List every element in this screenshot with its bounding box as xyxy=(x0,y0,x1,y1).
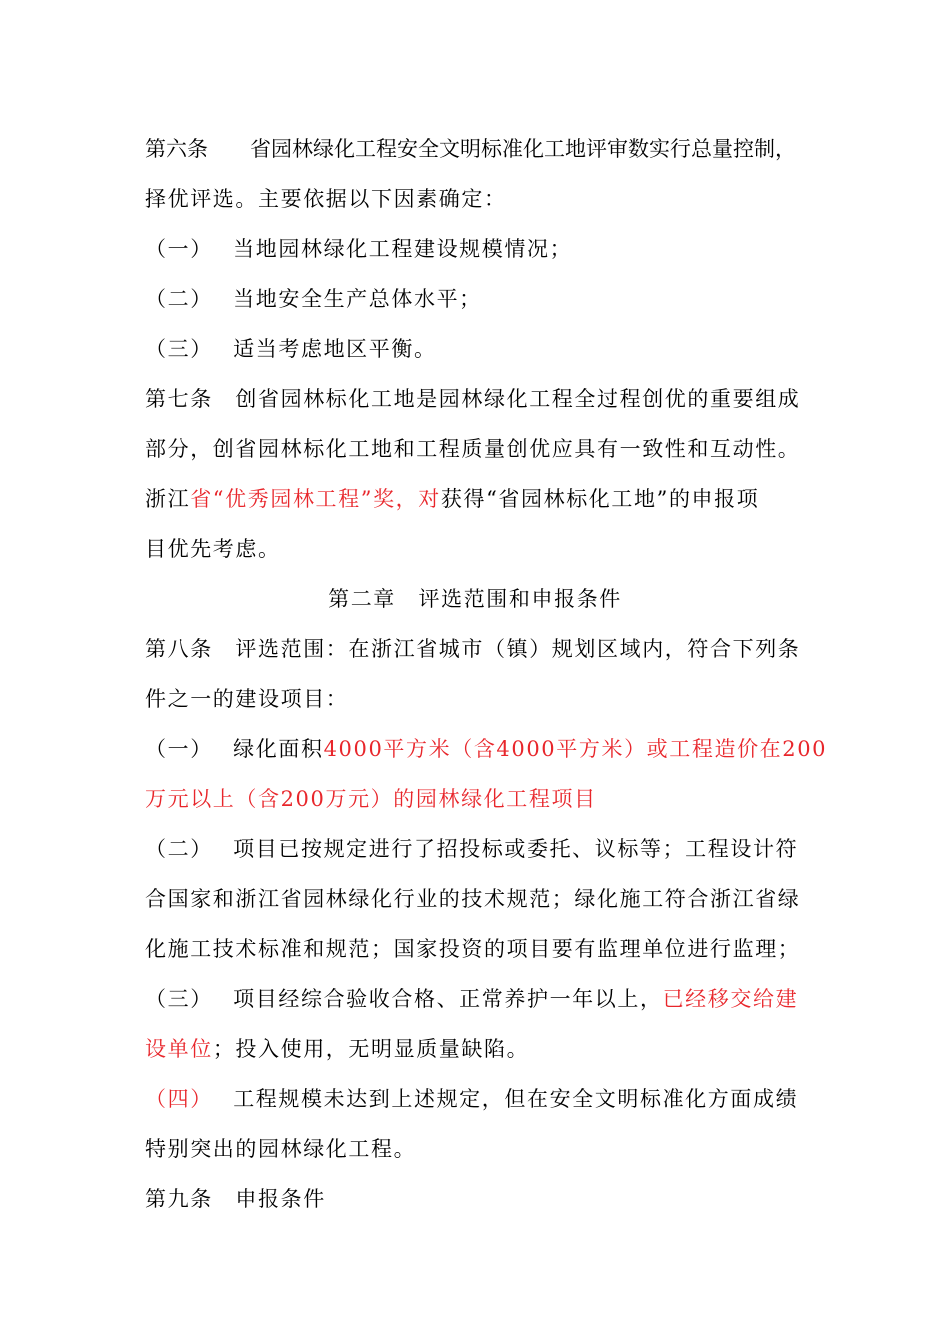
article-6-line-1: 第六条 省园林绿化工程安全文明标准化工地评审数实行总量控制， xyxy=(145,137,796,161)
article-8-line-2: 件之一的建设项目： xyxy=(145,687,349,711)
article-8-item-1-line-1: （一） 绿化面积4000平方米（含4000平方米）或工程造价在200 xyxy=(145,737,828,761)
article-8-line-1: 第八条 评选范围：在浙江省城市（镇）规划区域内，符合下列条 xyxy=(145,637,801,661)
article-9-heading: 第九条 申报条件 xyxy=(145,1187,326,1211)
article-7-line-4: 目优先考虑。 xyxy=(145,537,281,561)
article-8-item-2-line-2: 合国家和浙江省园林绿化行业的技术规范；绿化施工符合浙江省绿 xyxy=(145,887,801,911)
article-8-item-2-line-1: （二） 项目已按规定进行了招投标或委托、议标等；工程设计符 xyxy=(145,837,799,861)
article-8-item-4-line-1: （四） 工程规模未达到上述规定，但在安全文明标准化方面成绩 xyxy=(145,1087,799,1111)
article-6-item-2: （二） 当地安全生产总体水平； xyxy=(145,287,482,311)
article-6-item-3: （三） 适当考虑地区平衡。 xyxy=(145,337,437,361)
article-6-line-2: 择优评选。主要依据以下因素确定： xyxy=(145,187,507,211)
article-7-line-2: 部分，创省园林标化工地和工程质量创优应具有一致性和互动性。 xyxy=(145,437,801,461)
article-8-item-3-line-1: （三） 项目经综合验收合格、正常养护一年以上，已经移交给建 xyxy=(145,987,799,1011)
article-8-item-4-line-2: 特别突出的园林绿化工程。 xyxy=(145,1137,417,1161)
article-6-item-1: （一） 当地园林绿化工程建设规模情况； xyxy=(145,237,573,261)
article-8-item-3-line-2: 设单位；投入使用，无明显质量缺陷。 xyxy=(145,1037,530,1061)
article-8-item-1-line-2: 万元以上（含200万元）的园林绿化工程项目 xyxy=(145,787,597,811)
article-7-line-3: 浙江省“优秀园林工程”奖，对获得“省园林标化工地”的申报项 xyxy=(145,487,760,511)
article-8-item-2-line-3: 化施工技术标准和规范；国家投资的项目要有监理单位进行监理； xyxy=(145,937,801,961)
article-7-line-1: 第七条 创省园林标化工地是园林绿化工程全过程创优的重要组成 xyxy=(145,387,801,411)
chapter-2-heading: 第二章 评选范围和申报条件 xyxy=(328,587,622,611)
